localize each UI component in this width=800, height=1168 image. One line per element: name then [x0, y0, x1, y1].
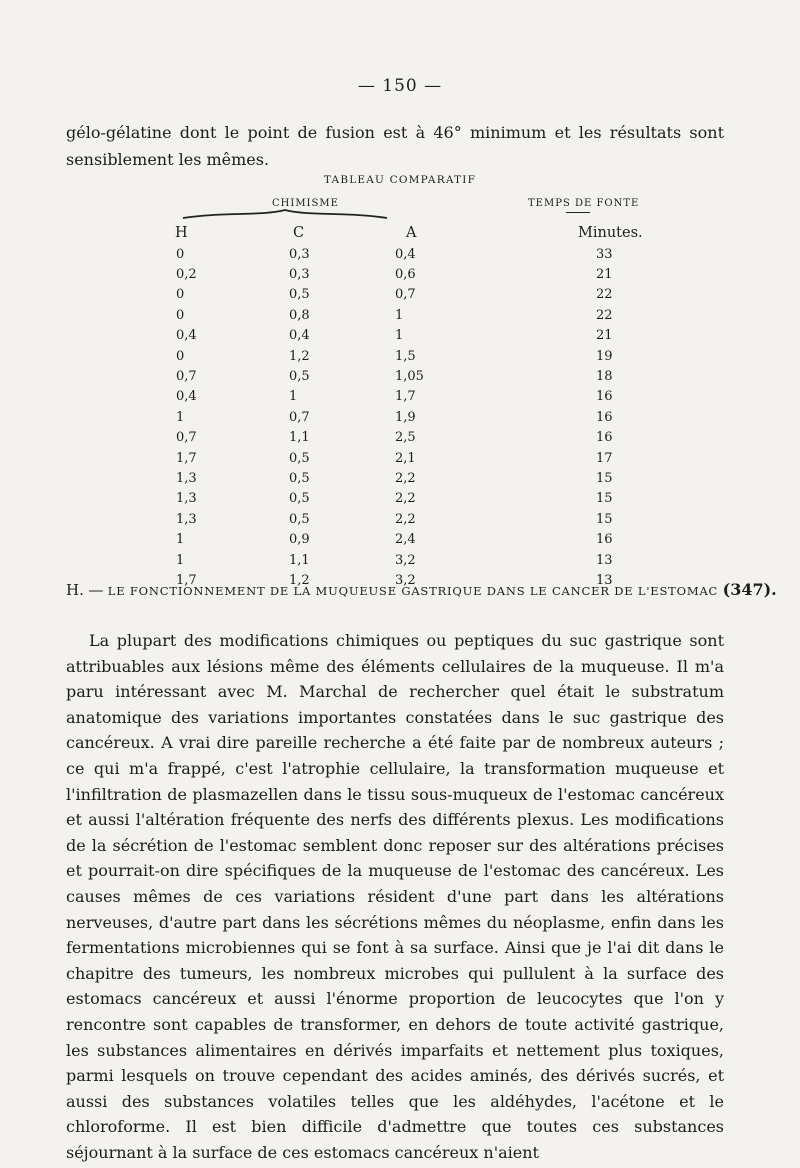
cell-minutes: 15	[596, 470, 613, 486]
table-row	[172, 264, 706, 284]
table-title: TABLEAU COMPARATIF	[323, 174, 477, 186]
body-paragraph: La plupart des modifications chimiques ou peptiques du suc gastrique sont attribuables aux lésions même des éléments cellulaires de la muqueuse. Il m'a paru intéressant avec M. Marchal de rechercher quel était le substratum anatomique des variations importantes constatées dans le suc gastrique des cancéreux. A vrai dire pareille recherche a été faite par de nombreux auteurs ; ce qui m'a frappé, c'est l'atrophie cellulaire, la transformation muqueuse et l'infiltration de plasmazellen dans le tissu sous-muqueux de l'estomac cancéreux et aussi l'altération fréquente des nerfs des différents plexus. Les modifications de la sécrétion de l'estomac semblent donc reposer sur des altérations précises et pourrait-on dire spécifiques de la muqueuse de l'estomac des cancéreux. Les causes mêmes de ces variations résident d'une part dans les altérations nerveuses, d'autre part dans les sécrétions mêmes du néoplasme, enfin dans les fermentations microbiennes qui se font à sa surface. Ainsi que je l'ai dit dans le chapitre des tumeurs, les nombreux microbes qui pullulent à la surface des estomacs cancéreux et aussi l'énorme proportion de leucocytes que l'on y rencontre sont capables de transformer, en dehors de toute activité gastrique, les substances alimentaires en dérivés imparfaits et nettement plus toxiques, parmi lesquels on trouve cependant des acides aminés, des dérivés sucrés, et aussi des substances volatiles telles que les aldéhydes, l'acétone et le chloroforme. Il est bien difficile d'admettre que toutes ces substances séjournant à la surface de ces estomacs cancéreux n'aient	[66, 631, 724, 1162]
cell-a: 2,5	[395, 430, 416, 446]
chimisme-group-label: CHIMISME	[272, 198, 339, 209]
section-ref: (347).	[722, 580, 777, 599]
cell-c: 0,3	[289, 267, 310, 283]
cell-h: 0	[176, 287, 185, 303]
table-row	[172, 468, 706, 488]
cell-h: 0	[176, 246, 185, 262]
table-row	[172, 550, 706, 570]
cell-h: 1,7	[176, 450, 197, 466]
cell-h: 0,7	[176, 430, 197, 446]
cell-c: 0,4	[289, 328, 310, 344]
cell-c: 0,5	[289, 470, 310, 486]
cell-h: 0,4	[176, 328, 197, 344]
cell-minutes: 19	[596, 348, 613, 364]
comparison-table	[172, 222, 706, 591]
cell-a: 2,2	[395, 511, 416, 527]
cell-a: 2,2	[395, 491, 416, 507]
table-row	[172, 387, 706, 407]
cell-h: 0,4	[176, 389, 197, 405]
temps-underline	[566, 212, 590, 213]
table-row	[172, 366, 706, 386]
cell-a: 1	[395, 328, 404, 344]
cell-minutes: 33	[596, 246, 613, 262]
page-number: — 150 —	[357, 76, 443, 96]
cell-c: 1,1	[289, 552, 310, 568]
cell-a: 1,7	[395, 389, 416, 405]
table-row	[172, 529, 706, 549]
table-header-row	[172, 222, 706, 244]
cell-c: 0,7	[289, 409, 310, 425]
cell-minutes: 15	[596, 491, 613, 507]
table-row	[172, 285, 706, 305]
cell-c: 0,5	[289, 511, 310, 527]
table-row	[172, 244, 706, 264]
cell-minutes: 16	[596, 389, 613, 405]
header-a: A	[406, 225, 417, 241]
table-row	[172, 346, 706, 366]
table-row	[172, 428, 706, 448]
cell-a: 3,2	[395, 572, 416, 588]
cell-c: 0,5	[289, 369, 310, 385]
header-minutes: Minutes.	[578, 225, 643, 241]
table-row	[172, 448, 706, 468]
cell-minutes: 22	[596, 287, 613, 303]
cell-h: 1,7	[176, 572, 197, 588]
cell-a: 1,05	[395, 369, 424, 385]
cell-h: 1,3	[176, 470, 197, 486]
cell-h: 1	[176, 552, 185, 568]
cell-a: 0,4	[395, 246, 416, 262]
cell-c: 0,9	[289, 532, 310, 548]
cell-a: 0,6	[395, 267, 416, 283]
cell-a: 1,9	[395, 409, 416, 425]
table-row	[172, 407, 706, 427]
cell-minutes: 16	[596, 430, 613, 446]
cell-h: 0	[176, 348, 185, 364]
cell-a: 1	[395, 307, 404, 323]
table-row	[172, 326, 706, 346]
table-row	[172, 305, 706, 325]
cell-c: 1	[289, 389, 298, 405]
cell-minutes: 13	[596, 572, 613, 588]
cell-a: 1,5	[395, 348, 416, 364]
header-c: C	[293, 225, 305, 241]
section-dash: —	[88, 581, 104, 599]
cell-minutes: 21	[596, 267, 613, 283]
cell-minutes: 16	[596, 532, 613, 548]
cell-minutes: 13	[596, 552, 613, 568]
cell-c: 0,8	[289, 307, 310, 323]
cell-h: 1	[176, 409, 185, 425]
intro-paragraph: gélo-gélatine dont le point de fusion est à 46° minimum et les résultats sont sensiblement les mêmes.	[66, 123, 724, 169]
cell-a: 3,2	[395, 552, 416, 568]
section-letter: H.	[66, 581, 84, 599]
temps-de-fonte-group-label: TEMPS DE FONTE	[528, 198, 640, 209]
cell-c: 0,5	[289, 491, 310, 507]
cell-c: 1,2	[289, 572, 310, 588]
cell-minutes: 22	[596, 307, 613, 323]
cell-c: 0,5	[289, 287, 310, 303]
cell-h: 1	[176, 532, 185, 548]
section-title: LE FONCTIONNEMENT DE LA MUQUEUSE GASTRIQUE DANS LE CANCER DE L'ESTOMAC	[107, 584, 719, 598]
cell-minutes: 21	[596, 328, 613, 344]
cell-minutes: 18	[596, 369, 613, 385]
cell-c: 1,2	[289, 348, 310, 364]
cell-h: 1,3	[176, 491, 197, 507]
table-row	[172, 489, 706, 509]
cell-minutes: 17	[596, 450, 613, 466]
cell-c: 0,5	[289, 450, 310, 466]
cell-h: 1,3	[176, 511, 197, 527]
cell-minutes: 15	[596, 511, 613, 527]
cell-a: 2,4	[395, 532, 416, 548]
cell-a: 0,7	[395, 287, 416, 303]
cell-a: 2,2	[395, 470, 416, 486]
header-h: H	[175, 225, 188, 241]
table-row	[172, 509, 706, 529]
cell-h: 0,2	[176, 267, 197, 283]
cell-a: 2,1	[395, 450, 416, 466]
cell-minutes: 16	[596, 409, 613, 425]
cell-c: 1,1	[289, 430, 310, 446]
cell-h: 0,7	[176, 369, 197, 385]
cell-h: 0	[176, 307, 185, 323]
cell-c: 0,3	[289, 246, 310, 262]
table-body	[172, 244, 706, 591]
section-heading	[66, 580, 777, 599]
